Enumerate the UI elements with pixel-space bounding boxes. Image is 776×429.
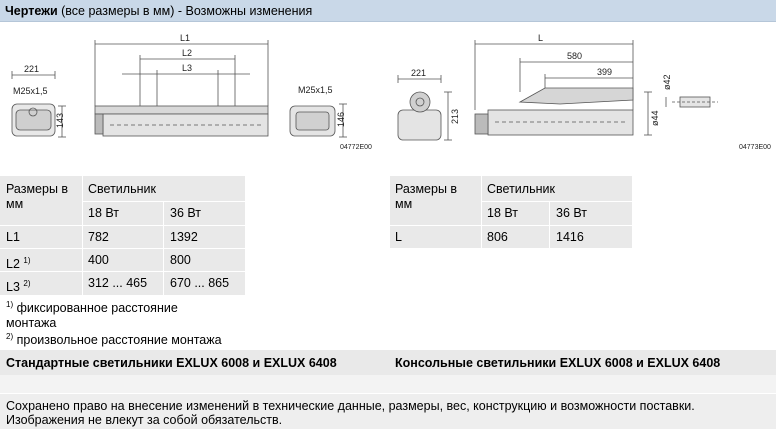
left-dim-221: 221 xyxy=(24,64,40,74)
table-row-L2-18: 400 xyxy=(88,253,109,267)
table-left-sub-36: 36 Вт xyxy=(170,206,202,220)
footnote-2 xyxy=(6,329,222,348)
table-row-L3-sup: 2) xyxy=(23,279,31,288)
table-right-sub-36: 36 Вт xyxy=(556,206,588,220)
left-code: 04772E00 xyxy=(340,144,372,151)
left-thread: M25x1,5 xyxy=(13,86,48,96)
table-right-col-sizes: Размеры в мм xyxy=(395,182,458,211)
table-row-L3-36: 670 ... 865 xyxy=(170,276,230,290)
footnote-1 xyxy=(6,297,178,331)
right-dim-44: ø44 xyxy=(650,110,660,126)
disclaimer-text xyxy=(6,399,695,427)
table-left-hsep-3 xyxy=(0,271,245,272)
left-L2: L2 xyxy=(182,48,193,58)
header-bar xyxy=(0,0,776,22)
header-title-bold: Чертежи xyxy=(5,4,58,18)
table-row-L2-label-wrap xyxy=(6,253,31,272)
spacer-row xyxy=(0,375,776,393)
section-titles-row xyxy=(0,350,776,375)
table-left-vsep-1 xyxy=(82,176,83,295)
title-console-fixtures: Консольные светильники EXLUX 6008 и EXLUX 6408 xyxy=(395,356,721,370)
table-row-L-36: 1416 xyxy=(556,230,584,244)
header-title-rest: (все размеры в мм) - Возможны изменения xyxy=(57,4,313,18)
drawings-svg xyxy=(0,22,776,170)
table-row-L1-18: 782 xyxy=(88,230,109,244)
table-right-hsep-1 xyxy=(390,225,632,226)
footnote-2-text: произвольное расстояние монтажа xyxy=(13,333,222,347)
table-row-L2-label: L2 xyxy=(6,257,20,271)
table-row-L-label: L xyxy=(395,230,402,244)
right-L: L xyxy=(538,33,544,43)
footnote-1-sup: 1) xyxy=(6,300,14,309)
table-left-sub-18: 18 Вт xyxy=(88,206,120,220)
right-dim-399: 399 xyxy=(597,67,613,77)
table-right-hsep-0 xyxy=(481,201,632,202)
table-row-L2-36: 800 xyxy=(170,253,191,267)
technical-drawings xyxy=(0,22,776,170)
left-dim-146: 146 xyxy=(336,111,346,127)
footnote-1-line1: фиксированное расстояние xyxy=(13,301,178,315)
table-left-hsep-0 xyxy=(82,201,245,202)
table-row-L2-sup: 1) xyxy=(23,256,31,265)
right-end-view xyxy=(398,75,452,140)
left-L3: L3 xyxy=(182,63,193,73)
left-thread-side: M25x1,5 xyxy=(298,85,333,95)
table-left-col-fixture: Светильник xyxy=(88,182,156,196)
table-right-vsep-1 xyxy=(481,176,482,248)
footnote-2-sup: 2) xyxy=(6,332,14,341)
table-left-col-sizes: Размеры в мм xyxy=(6,182,69,211)
table-right-col-fixture: Светильник xyxy=(487,182,555,196)
right-dim-580: 580 xyxy=(567,51,583,61)
table-right-sub-18: 18 Вт xyxy=(487,206,519,220)
header-title xyxy=(5,4,312,18)
table-row-L3-label: L3 xyxy=(6,280,20,294)
table-row-L1-label: L1 xyxy=(6,230,20,244)
disclaimer-line-2: Изображения не влекут за собой обязательств. xyxy=(6,413,283,427)
table-row-L3-18: 312 ... 465 xyxy=(88,276,148,290)
right-dim-221: 221 xyxy=(411,68,427,78)
right-side-view xyxy=(475,40,652,135)
table-row-L3-label-wrap xyxy=(6,276,31,295)
left-L1: L1 xyxy=(180,33,191,43)
table-left-hsep-2 xyxy=(0,248,245,249)
table-left-hsep-1 xyxy=(0,225,245,226)
right-pipe-detail xyxy=(666,97,718,107)
footnote-1-line2: монтажа xyxy=(6,316,57,330)
title-standard-fixtures: Стандартные светильники EXLUX 6008 и EXLUX 6408 xyxy=(6,356,337,370)
table-row-L-18: 806 xyxy=(487,230,508,244)
left-dim-143: 143 xyxy=(55,112,65,128)
right-code: 04773E00 xyxy=(739,144,771,151)
right-dim-213: 213 xyxy=(450,108,460,124)
disclaimer-line-1: Сохранено право на внесение изменений в технические данные, размеры, вес, конструкцию и возможности поставки. xyxy=(6,399,695,413)
disclaimer-box xyxy=(0,394,776,429)
table-row-L1-36: 1392 xyxy=(170,230,198,244)
right-dim-42: ø42 xyxy=(662,74,672,90)
